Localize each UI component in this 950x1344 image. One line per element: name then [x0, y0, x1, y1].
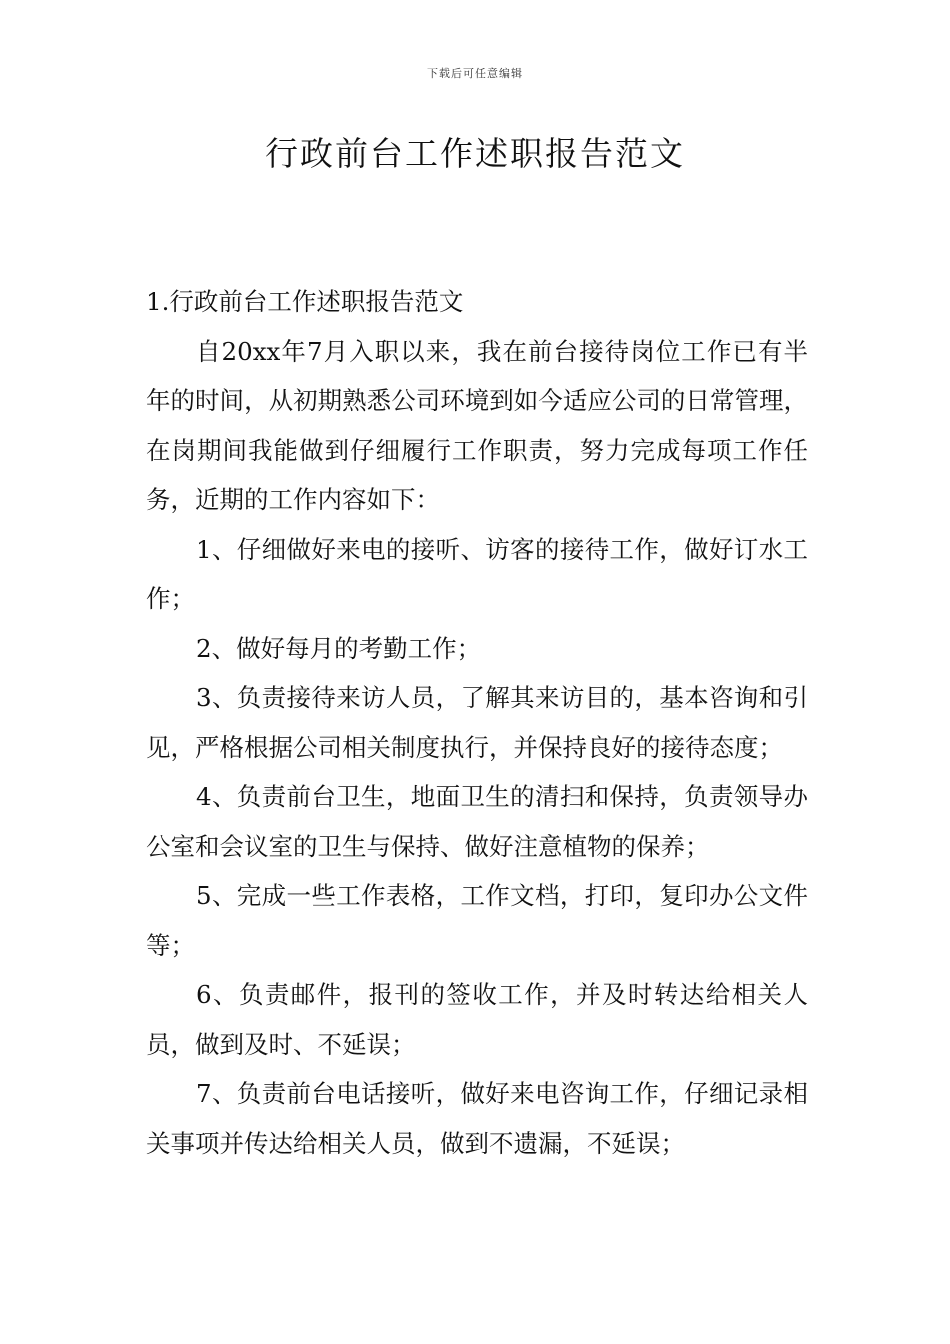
duty-item-4: 4、负责前台卫生，地面卫生的清扫和保持，负责领导办公室和会议室的卫生与保持、做好注意植物的保养；	[146, 782, 808, 861]
intro-paragraph: 自20xx年7月入职以来，我在前台接待岗位工作已有半年的时间，从初期熟悉公司环境到如今适应公司的日常管理，在岗期间我能做到仔细履行工作职责，努力完成每项工作任务，近期的工作内容如下：	[146, 336, 808, 514]
section-heading: 1.行政前台工作述职报告范文	[146, 287, 464, 316]
header-note: 下载后可任意编辑	[427, 67, 523, 80]
document-title: 行政前台工作述职报告范文	[265, 134, 685, 173]
duty-item-6: 6、负责邮件，报刊的签收工作，并及时转达给相关人员，做到及时、不延误；	[146, 980, 808, 1059]
duty-item-2: 2、做好每月的考勤工作；	[196, 633, 482, 663]
duty-item-5: 5、完成一些工作表格，工作文档，打印，复印办公文件等；	[146, 881, 808, 960]
duty-item-1: 1、仔细做好来电的接听、访客的接待工作，做好订水工作；	[146, 534, 808, 613]
duty-item-3: 3、负责接待来访人员，了解其来访目的，基本咨询和引见，严格根据公司相关制度执行，并保持良好的接待态度；	[146, 683, 808, 762]
duty-item-7: 7、负责前台电话接听，做好来电咨询工作，仔细记录相关事项并传达给相关人员，做到不遗漏，不延误；	[146, 1079, 808, 1158]
document-body	[146, 277, 808, 1168]
